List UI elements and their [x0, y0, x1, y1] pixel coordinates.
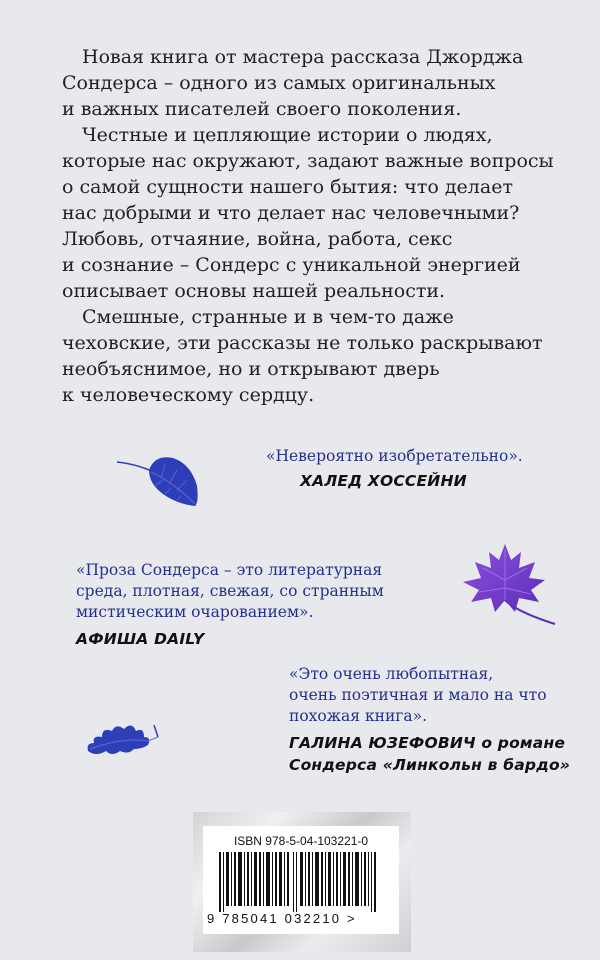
blue-leaf-icon: [115, 450, 205, 510]
quote-3-author: [289, 732, 565, 754]
quote-2-author: АФИША DAILY: [76, 630, 205, 648]
description-line: необъяснимое, но и открывают дверь: [62, 358, 440, 380]
description-line: нас добрыми и что делает нас человечными?: [62, 202, 520, 224]
barcode-digits: 9 785041 032210 >: [207, 911, 357, 926]
description-line: и сознание – Сондерс с уникальной энергией: [62, 254, 521, 276]
description-line: описывает основы нашей реальности.: [62, 280, 446, 302]
quote-3-text: похожая книга».: [289, 707, 428, 725]
quote-1-author: ХАЛЕД ХОССЕЙНИ: [300, 472, 467, 490]
quote-3-text: очень поэтичная и мало на что: [289, 686, 547, 704]
quote-2-text: среда, плотная, свежая, со странным: [76, 582, 384, 600]
blue-oak-leaf-icon: [82, 715, 162, 760]
barcode: [203, 826, 399, 934]
description-line: Сондерса – одного из самых оригинальных: [62, 72, 496, 94]
barcode-bars: [213, 852, 389, 912]
description-line: чеховские, эти рассказы не только раскрывают: [62, 332, 543, 354]
quote-3-author-name: ГАЛИНА ЮЗЕФОВИЧ: [289, 734, 476, 752]
description-line: Новая книга от мастера рассказа Джорджа: [82, 46, 524, 68]
quote-2-text: мистическим очарованием».: [76, 603, 314, 621]
description-line: к человеческому сердцу.: [62, 384, 315, 406]
quote-2-text: «Проза Сондерса – это литературная: [76, 561, 383, 579]
quote-3-author-note: о романе: [475, 734, 566, 752]
quote-3-text: «Это очень любопытная,: [289, 665, 494, 683]
description-line: Любовь, отчаяние, война, работа, секс: [62, 228, 453, 250]
description-line: Честные и цепляющие истории о людях,: [82, 124, 493, 146]
description-line: которые нас окружают, задают важные вопросы: [62, 150, 554, 172]
description-line: о самой сущности нашего бытия: что делает: [62, 176, 513, 198]
description-line: и важных писателей своего поколения.: [62, 98, 462, 120]
quote-3-author-line2: Сондерса «Линкольн в бардо»: [289, 756, 571, 774]
barcode-area: [193, 812, 411, 952]
isbn-text: ISBN 978-5-04-103221-0: [233, 834, 369, 848]
description-line: Смешные, странные и в чем-то даже: [82, 306, 454, 328]
quote-1-text: «Невероятно изобретательно».: [266, 447, 523, 465]
purple-maple-leaf-icon: [455, 540, 565, 630]
